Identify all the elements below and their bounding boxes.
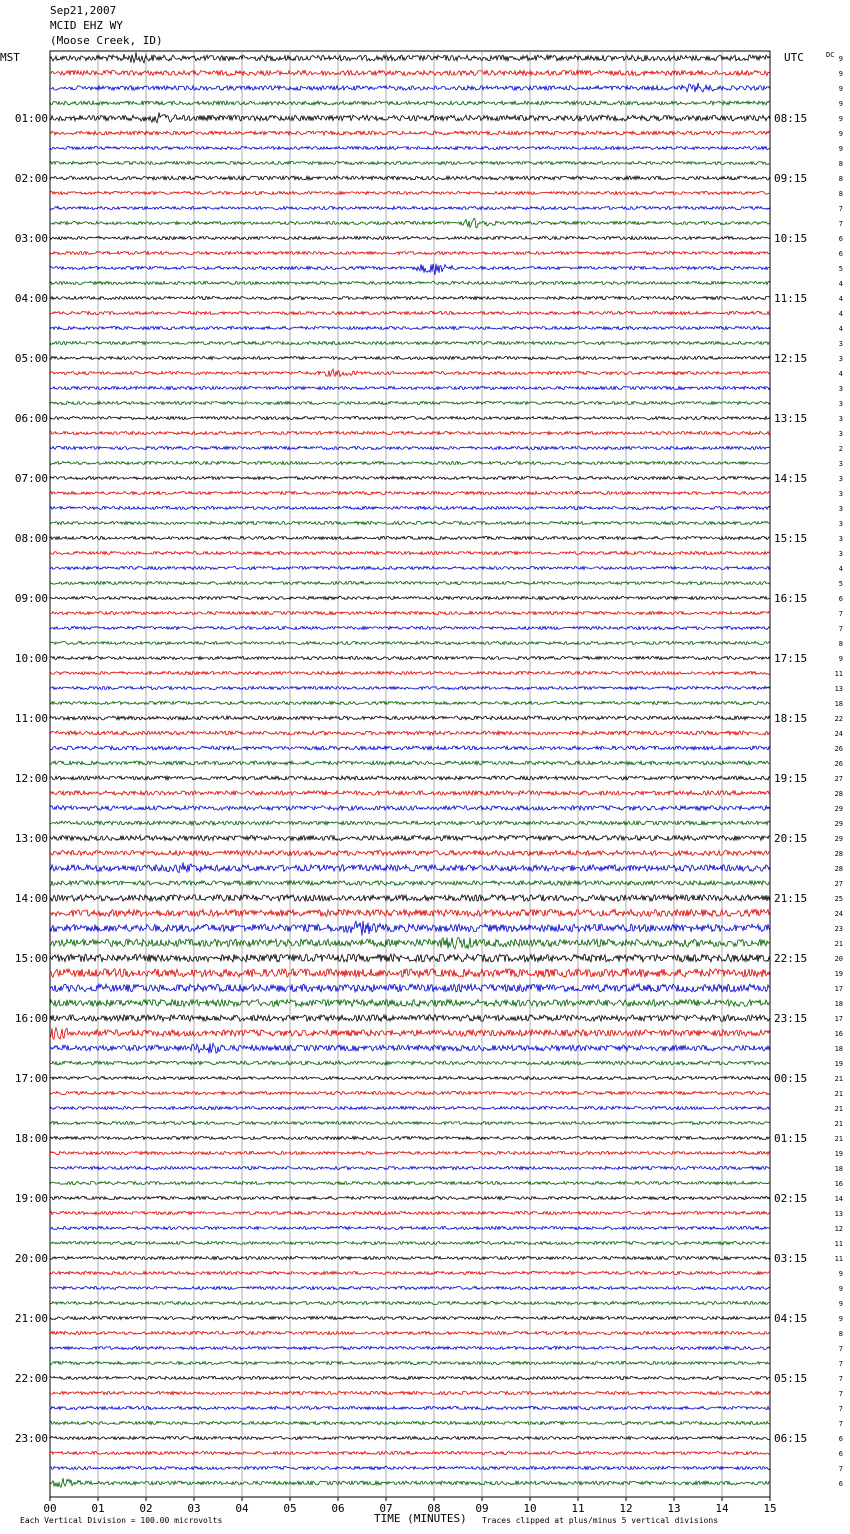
dc-offset-label: 22 <box>834 715 843 723</box>
trace-row-7 <box>50 161 770 164</box>
left-hour-label: 05:00 <box>14 352 48 365</box>
dc-offset-label: 7 <box>838 1465 843 1473</box>
left-hour-label: 10:00 <box>14 652 48 665</box>
trace-row-21 <box>50 369 770 376</box>
x-tick-label: 15 <box>763 1502 777 1515</box>
trace-row-53 <box>50 850 770 855</box>
trace-row-42 <box>50 686 770 689</box>
trace-row-26 <box>50 446 770 449</box>
trace-row-49 <box>50 791 770 795</box>
dc-offset-label: 3 <box>838 535 843 543</box>
trace-row-74 <box>50 1166 770 1169</box>
right-hour-label: 05:15 <box>774 1372 808 1385</box>
dc-offset-label: 19 <box>834 1150 843 1158</box>
dc-offset-label: 19 <box>834 1060 843 1068</box>
right-hour-label: 13:15 <box>774 412 808 425</box>
trace-row-73 <box>50 1151 770 1154</box>
dc-offset-label: 7 <box>838 1360 843 1368</box>
trace-row-91 <box>50 1421 770 1424</box>
dc-offset-label: 21 <box>834 1075 843 1083</box>
trace-row-84 <box>50 1316 770 1319</box>
dc-offset-label: 3 <box>838 355 843 363</box>
trace-row-72 <box>50 1136 770 1139</box>
trace-row-41 <box>50 671 770 674</box>
left-hour-label: 19:00 <box>14 1192 48 1205</box>
trace-row-86 <box>50 1346 770 1349</box>
dc-offset-label: 4 <box>838 370 843 378</box>
right-hour-label: 04:15 <box>774 1312 808 1325</box>
right-hour-label: 17:15 <box>774 652 808 665</box>
dc-offset-label: 18 <box>834 1045 843 1053</box>
dc-offset-label: 18 <box>834 1000 843 1008</box>
dc-offset-label: 23 <box>834 925 843 933</box>
left-hour-label: 18:00 <box>14 1132 48 1145</box>
x-tick-label: 12 <box>619 1502 633 1515</box>
dc-offset-label: 16 <box>834 1030 843 1038</box>
left-hour-label: 09:00 <box>14 592 48 605</box>
dc-offset-label: 14 <box>834 1195 843 1203</box>
trace-row-29 <box>50 491 770 494</box>
dc-offset-label: 3 <box>838 385 843 393</box>
left-hour-label: 08:00 <box>14 532 48 545</box>
trace-row-9 <box>50 191 770 194</box>
left-hour-label: 02:00 <box>14 172 48 185</box>
trace-row-80 <box>50 1256 770 1259</box>
trace-row-92 <box>50 1436 770 1439</box>
trace-row-36 <box>50 596 770 599</box>
right-hour-label: 22:15 <box>774 952 808 965</box>
label-layer <box>15 55 843 1515</box>
dc-offset-label: 8 <box>838 160 843 168</box>
left-hour-label: 07:00 <box>14 472 48 485</box>
dc-offset-label: 13 <box>834 1210 843 1218</box>
right-hour-label: 12:15 <box>774 352 808 365</box>
x-tick-label: 11 <box>571 1502 585 1515</box>
trace-row-48 <box>50 776 770 780</box>
right-axis-title: UTC <box>784 51 804 64</box>
left-hour-label: 23:00 <box>14 1432 48 1445</box>
dc-offset-label: 3 <box>838 550 843 558</box>
trace-row-79 <box>50 1241 770 1244</box>
left-hour-label: 20:00 <box>14 1252 48 1265</box>
trace-row-75 <box>50 1181 770 1184</box>
trace-row-69 <box>50 1091 770 1094</box>
trace-row-55 <box>50 881 770 885</box>
trace-row-93 <box>50 1451 770 1454</box>
trace-row-51 <box>50 821 770 825</box>
dc-offset-label: 9 <box>838 55 843 63</box>
dc-offset-label: 6 <box>838 235 843 243</box>
right-hour-label: 14:15 <box>774 472 808 485</box>
trace-row-22 <box>50 386 770 389</box>
x-tick-label: 04 <box>235 1502 249 1515</box>
dc-offset-label: 12 <box>834 1225 843 1233</box>
dc-offset-label: 21 <box>834 1105 843 1113</box>
trace-row-46 <box>50 746 770 750</box>
x-tick-label: 03 <box>187 1502 201 1515</box>
dc-offset-label: 21 <box>834 1120 843 1128</box>
trace-row-24 <box>50 416 770 419</box>
x-tick-label: 05 <box>283 1502 297 1515</box>
dc-offset-label: 9 <box>838 1270 843 1278</box>
x-tick-label: 14 <box>715 1502 729 1515</box>
dc-offset-label: 3 <box>838 475 843 483</box>
trace-row-40 <box>50 656 770 659</box>
dc-offset-label: 27 <box>834 775 843 783</box>
left-hour-label: 22:00 <box>14 1372 48 1385</box>
dc-offset-label: 3 <box>838 430 843 438</box>
dc-offset-label: 16 <box>834 1180 843 1188</box>
trace-row-43 <box>50 701 770 704</box>
dc-offset-label: 9 <box>838 100 843 108</box>
dc-offset-label: 6 <box>838 1480 843 1488</box>
trace-row-11 <box>50 218 770 227</box>
trace-row-61 <box>50 969 770 977</box>
header-date: Sep21,2007 <box>50 4 117 17</box>
dc-offset-label: 21 <box>834 1135 843 1143</box>
trace-row-8 <box>50 176 770 180</box>
trace-row-50 <box>50 806 770 810</box>
dc-offset-label: 7 <box>838 1405 843 1413</box>
dc-offset-label: 5 <box>838 265 843 273</box>
right-hour-label: 21:15 <box>774 892 808 905</box>
dc-offset-label: 4 <box>838 295 843 303</box>
trace-row-71 <box>50 1121 770 1124</box>
dc-offset-label: 8 <box>838 640 843 648</box>
dc-offset-label: 7 <box>838 1420 843 1428</box>
trace-row-1 <box>50 70 770 75</box>
trace-row-5 <box>50 131 770 135</box>
trace-row-6 <box>50 146 770 149</box>
dc-offset-label: 19 <box>834 970 843 978</box>
dc-offset-label: 7 <box>838 205 843 213</box>
dc-offset-label: 11 <box>834 670 843 678</box>
dc-offset-label: 27 <box>834 880 843 888</box>
dc-offset-label: 28 <box>834 850 843 858</box>
trace-row-94 <box>50 1466 770 1469</box>
trace-row-87 <box>50 1361 770 1364</box>
trace-row-57 <box>50 909 770 916</box>
dc-offset-label: 7 <box>838 610 843 618</box>
trace-row-68 <box>50 1076 770 1079</box>
trace-row-39 <box>50 641 770 644</box>
trace-row-59 <box>50 937 770 948</box>
trace-row-60 <box>50 954 770 962</box>
trace-row-82 <box>50 1286 770 1289</box>
dc-offset-label: 7 <box>838 1375 843 1383</box>
dc-offset-label: 17 <box>834 1015 843 1023</box>
left-hour-label: 04:00 <box>14 292 48 305</box>
trace-row-4 <box>50 112 770 122</box>
dc-offset-label: 3 <box>838 490 843 498</box>
trace-row-81 <box>50 1271 770 1274</box>
dc-offset-label: 9 <box>838 655 843 663</box>
trace-row-25 <box>50 431 770 434</box>
trace-row-18 <box>50 326 770 329</box>
right-hour-label: 00:15 <box>774 1072 808 1085</box>
trace-row-32 <box>50 536 770 539</box>
trace-row-16 <box>50 296 770 299</box>
dc-offset-label: 6 <box>838 1435 843 1443</box>
trace-row-45 <box>50 731 770 735</box>
trace-row-54 <box>50 862 770 872</box>
right-hour-label: 15:15 <box>774 532 808 545</box>
dc-offset-label: 6 <box>838 595 843 603</box>
x-tick-label: 06 <box>331 1502 345 1515</box>
dc-offset-label: 18 <box>834 1165 843 1173</box>
trace-row-76 <box>50 1196 770 1199</box>
dc-offset-label: 2 <box>838 445 843 453</box>
dc-offset-label: 4 <box>838 565 843 573</box>
left-hour-label: 11:00 <box>14 712 48 725</box>
x-tick-label: 02 <box>139 1502 153 1515</box>
trace-row-77 <box>50 1211 770 1214</box>
dc-offset-label: 7 <box>838 625 843 633</box>
trace-row-67 <box>50 1061 770 1065</box>
left-axis-title: MST <box>0 51 20 64</box>
trace-row-15 <box>50 281 770 284</box>
dc-offset-label: 11 <box>834 1240 843 1248</box>
left-hour-label: 21:00 <box>14 1312 48 1325</box>
dc-offset-label: 4 <box>838 280 843 288</box>
trace-row-33 <box>50 551 770 554</box>
dc-offset-label: 18 <box>834 700 843 708</box>
trace-row-56 <box>50 895 770 901</box>
right-hour-label: 20:15 <box>774 832 808 845</box>
dc-offset-label: 29 <box>834 805 843 813</box>
right-hour-label: 02:15 <box>774 1192 808 1205</box>
trace-row-63 <box>50 1000 770 1007</box>
left-hour-label: 14:00 <box>14 892 48 905</box>
x-tick-label: 01 <box>91 1502 105 1515</box>
dc-offset-label: 28 <box>834 790 843 798</box>
trace-row-88 <box>50 1376 770 1379</box>
trace-row-70 <box>50 1106 770 1109</box>
dc-offset-label: 3 <box>838 415 843 423</box>
dc-offset-label: 29 <box>834 820 843 828</box>
x-tick-label: 08 <box>427 1502 441 1515</box>
footer-clip-note: Traces clipped at plus/minus 5 vertical divisions <box>482 1516 719 1525</box>
trace-row-19 <box>50 341 770 344</box>
left-hour-label: 01:00 <box>14 112 48 125</box>
right-hour-label: 16:15 <box>774 592 808 605</box>
trace-row-10 <box>50 206 770 209</box>
dc-offset-label: 3 <box>838 400 843 408</box>
right-hour-label: 09:15 <box>774 172 808 185</box>
right-hour-label: 19:15 <box>774 772 808 785</box>
trace-row-90 <box>50 1406 770 1409</box>
left-hour-label: 06:00 <box>14 412 48 425</box>
dc-offset-label: 24 <box>834 910 843 918</box>
dc-offset-label: 8 <box>838 1330 843 1338</box>
trace-row-23 <box>50 401 770 404</box>
trace-row-17 <box>50 311 770 314</box>
dc-offset-label: 9 <box>838 1300 843 1308</box>
trace-row-64 <box>50 1015 770 1021</box>
trace-row-34 <box>50 566 770 569</box>
left-hour-label: 15:00 <box>14 952 48 965</box>
dc-offset-label: 4 <box>838 325 843 333</box>
header-location: (Moose Creek, ID) <box>50 34 163 47</box>
dc-offset-label: 6 <box>838 250 843 258</box>
dc-offset-label: 24 <box>834 730 843 738</box>
dc-offset-label: 9 <box>838 85 843 93</box>
dc-offset-label: 8 <box>838 175 843 183</box>
left-hour-label: 17:00 <box>14 1072 48 1085</box>
x-tick-label: 10 <box>523 1502 537 1515</box>
trace-row-3 <box>50 101 770 105</box>
trace-row-38 <box>50 626 770 629</box>
x-tick-label: 09 <box>475 1502 489 1515</box>
dc-offset-label: 7 <box>838 1390 843 1398</box>
right-hour-label: 10:15 <box>774 232 808 245</box>
trace-row-31 <box>50 521 770 524</box>
left-hour-label: 13:00 <box>14 832 48 845</box>
dc-offset-label: 9 <box>838 145 843 153</box>
dc-offset-label: 9 <box>838 70 843 78</box>
trace-row-66 <box>50 1043 770 1053</box>
right-hour-label: 01:15 <box>774 1132 808 1145</box>
dc-offset-label: 3 <box>838 520 843 528</box>
dc-offset-label: 3 <box>838 505 843 513</box>
dc-offset-label: 21 <box>834 940 843 948</box>
dc-offset-label: 20 <box>834 955 843 963</box>
right-hour-label: 23:15 <box>774 1012 808 1025</box>
left-hour-label: 16:00 <box>14 1012 48 1025</box>
dc-offset-label: 3 <box>838 460 843 468</box>
dc-offset-label: 9 <box>838 130 843 138</box>
trace-row-13 <box>50 251 770 254</box>
left-hour-label: 12:00 <box>14 772 48 785</box>
dc-offset-label: 26 <box>834 760 843 768</box>
dc-offset-label: 28 <box>834 865 843 873</box>
dc-offset-label: 8 <box>838 190 843 198</box>
right-hour-label: 18:15 <box>774 712 808 725</box>
trace-row-52 <box>50 835 770 840</box>
trace-row-35 <box>50 581 770 584</box>
dc-offset-label: 13 <box>834 685 843 693</box>
dc-offset-label: 21 <box>834 1090 843 1098</box>
dc-offset-label: 9 <box>838 1285 843 1293</box>
dc-offset-label: 25 <box>834 895 843 903</box>
trace-layer <box>50 52 770 1487</box>
right-hour-label: 08:15 <box>774 112 808 125</box>
x-tick-label: 07 <box>379 1502 393 1515</box>
trace-row-95 <box>50 1478 770 1487</box>
dc-offset-label: 9 <box>838 115 843 123</box>
dc-offset-label: 7 <box>838 1345 843 1353</box>
x-axis-title: TIME (MINUTES) <box>374 1512 467 1525</box>
x-tick-label: 13 <box>667 1502 681 1515</box>
trace-row-14 <box>50 264 770 275</box>
right-hour-label: 06:15 <box>774 1432 808 1445</box>
dc-offset-label: 7 <box>838 220 843 228</box>
trace-row-30 <box>50 506 770 509</box>
trace-row-65 <box>50 1028 770 1039</box>
dc-offset-label: 26 <box>834 745 843 753</box>
dc-offset-label: 4 <box>838 310 843 318</box>
trace-row-78 <box>50 1226 770 1229</box>
left-hour-label: 03:00 <box>14 232 48 245</box>
trace-row-44 <box>50 716 770 720</box>
footer-scale-note: Each Vertical Division = 100.00 microvolts <box>20 1516 223 1525</box>
trace-row-58 <box>50 921 770 936</box>
trace-row-83 <box>50 1301 770 1304</box>
dc-offset-label: 29 <box>834 835 843 843</box>
trace-row-2 <box>50 83 770 92</box>
header-station: MCID EHZ WY <box>50 19 123 32</box>
x-tick-label: 00 <box>43 1502 57 1515</box>
dc-title: DC <box>826 51 835 59</box>
dc-offset-label: 17 <box>834 985 843 993</box>
trace-row-62 <box>50 984 770 992</box>
trace-row-28 <box>50 476 770 479</box>
right-hour-label: 03:15 <box>774 1252 808 1265</box>
dc-offset-label: 11 <box>834 1255 843 1263</box>
trace-row-0 <box>50 52 770 62</box>
trace-row-12 <box>50 236 770 239</box>
trace-row-37 <box>50 611 770 614</box>
dc-offset-label: 9 <box>838 1315 843 1323</box>
trace-row-20 <box>50 356 770 359</box>
trace-row-89 <box>50 1391 770 1394</box>
trace-row-85 <box>50 1331 770 1334</box>
trace-row-47 <box>50 761 770 765</box>
trace-row-27 <box>50 461 770 464</box>
dc-offset-label: 6 <box>838 1450 843 1458</box>
right-hour-label: 11:15 <box>774 292 808 305</box>
dc-offset-label: 3 <box>838 340 843 348</box>
dc-offset-label: 5 <box>838 580 843 588</box>
